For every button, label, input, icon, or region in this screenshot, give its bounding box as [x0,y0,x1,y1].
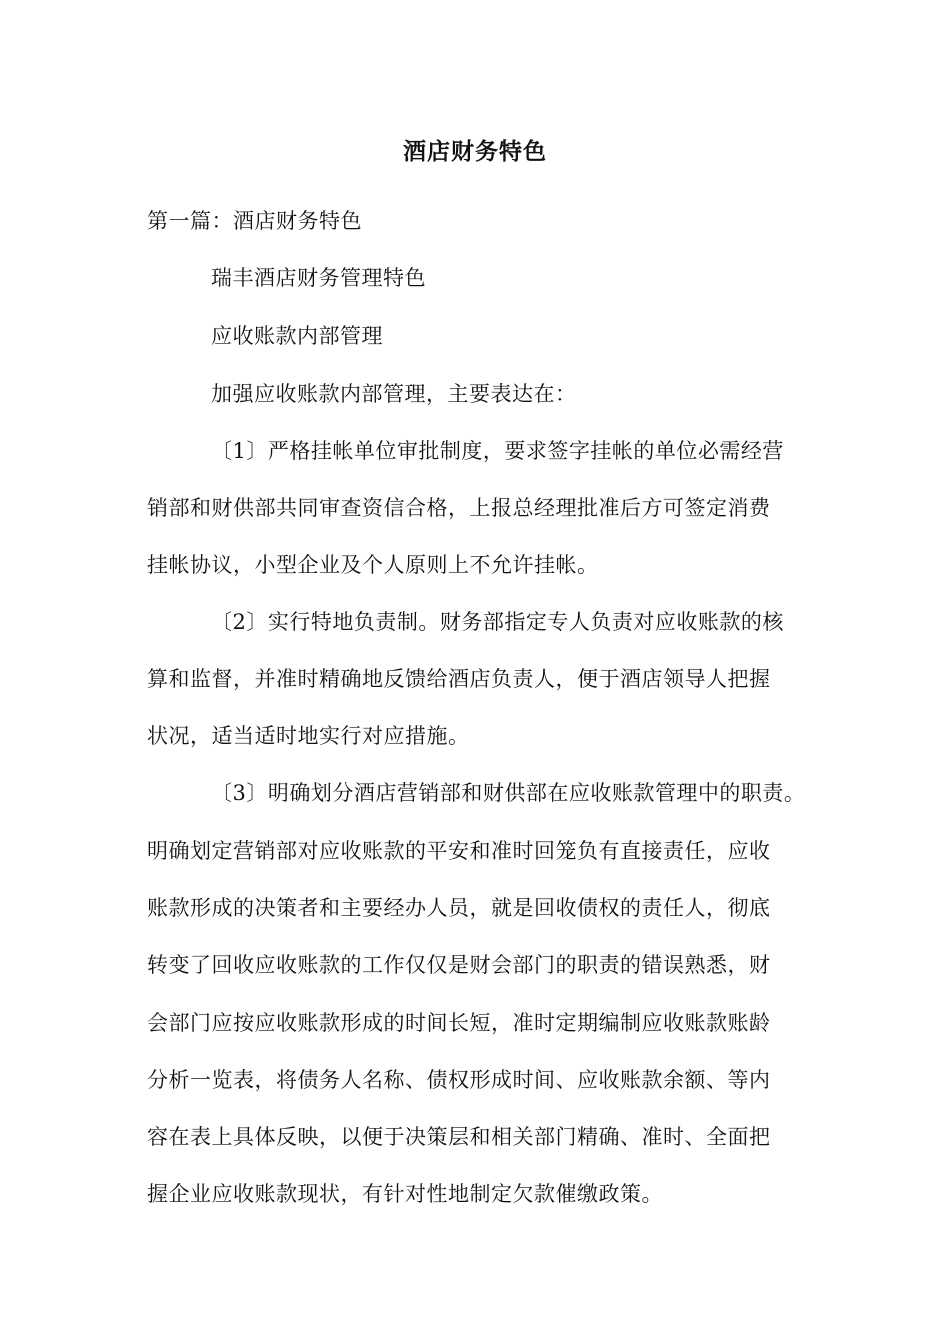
paragraph-line: 〔1〕严格挂帐单位审批制度，要求签字挂帐的单位必需经营 [211,439,784,463]
paragraph-line: 会部门应按应收账款形成的时间长短，准时定期编制应收账款账龄 [147,1011,771,1035]
paragraph-line: 分析一览表，将债务人名称、债权形成时间、应收账款余额、等内 [147,1068,771,1092]
paragraph-line: 挂帐协议，小型企业及个人原则上不允许挂帐。 [147,553,599,577]
document-title: 酒店财务特色 [403,138,547,165]
paragraph-line: 账款形成的决策者和主要经办人员，就是回收债权的责任人，彻底 [147,896,771,920]
subheading-receivables: 应收账款内部管理 [211,324,383,348]
heading-chapter: 第一篇：酒店财务特色 [147,209,362,233]
paragraph-intro: 加强应收账款内部管理，主要表达在： [211,382,577,406]
paragraph-line: 明确划定营销部对应收账款的平安和准时回笼负有直接责任，应收 [147,839,771,863]
paragraph-line: 容在表上具体反映，以便于决策层和相关部门精确、准时、全面把 [147,1125,771,1149]
subheading-hotel: 瑞丰酒店财务管理特色 [211,266,426,290]
paragraph-line: 〔3〕明确划分酒店营销部和财供部在应收账款管理中的职责。 [211,781,806,805]
paragraph-line: 〔2〕实行特地负责制。财务部指定专人负责对应收账款的核 [211,610,784,634]
paragraph-line: 握企业应收账款现状，有针对性地制定欠款催缴政策。 [147,1182,663,1206]
paragraph-line: 算和监督，并准时精确地反馈给酒店负责人，便于酒店领导人把握 [147,667,771,691]
paragraph-line: 状况，适当适时地实行对应措施。 [147,724,470,748]
paragraph-line: 销部和财供部共同审查资信合格，上报总经理批准后方可签定消费 [147,496,771,520]
paragraph-line: 转变了回收应收账款的工作仅仅是财会部门的职责的错误熟悉，财 [147,953,771,977]
